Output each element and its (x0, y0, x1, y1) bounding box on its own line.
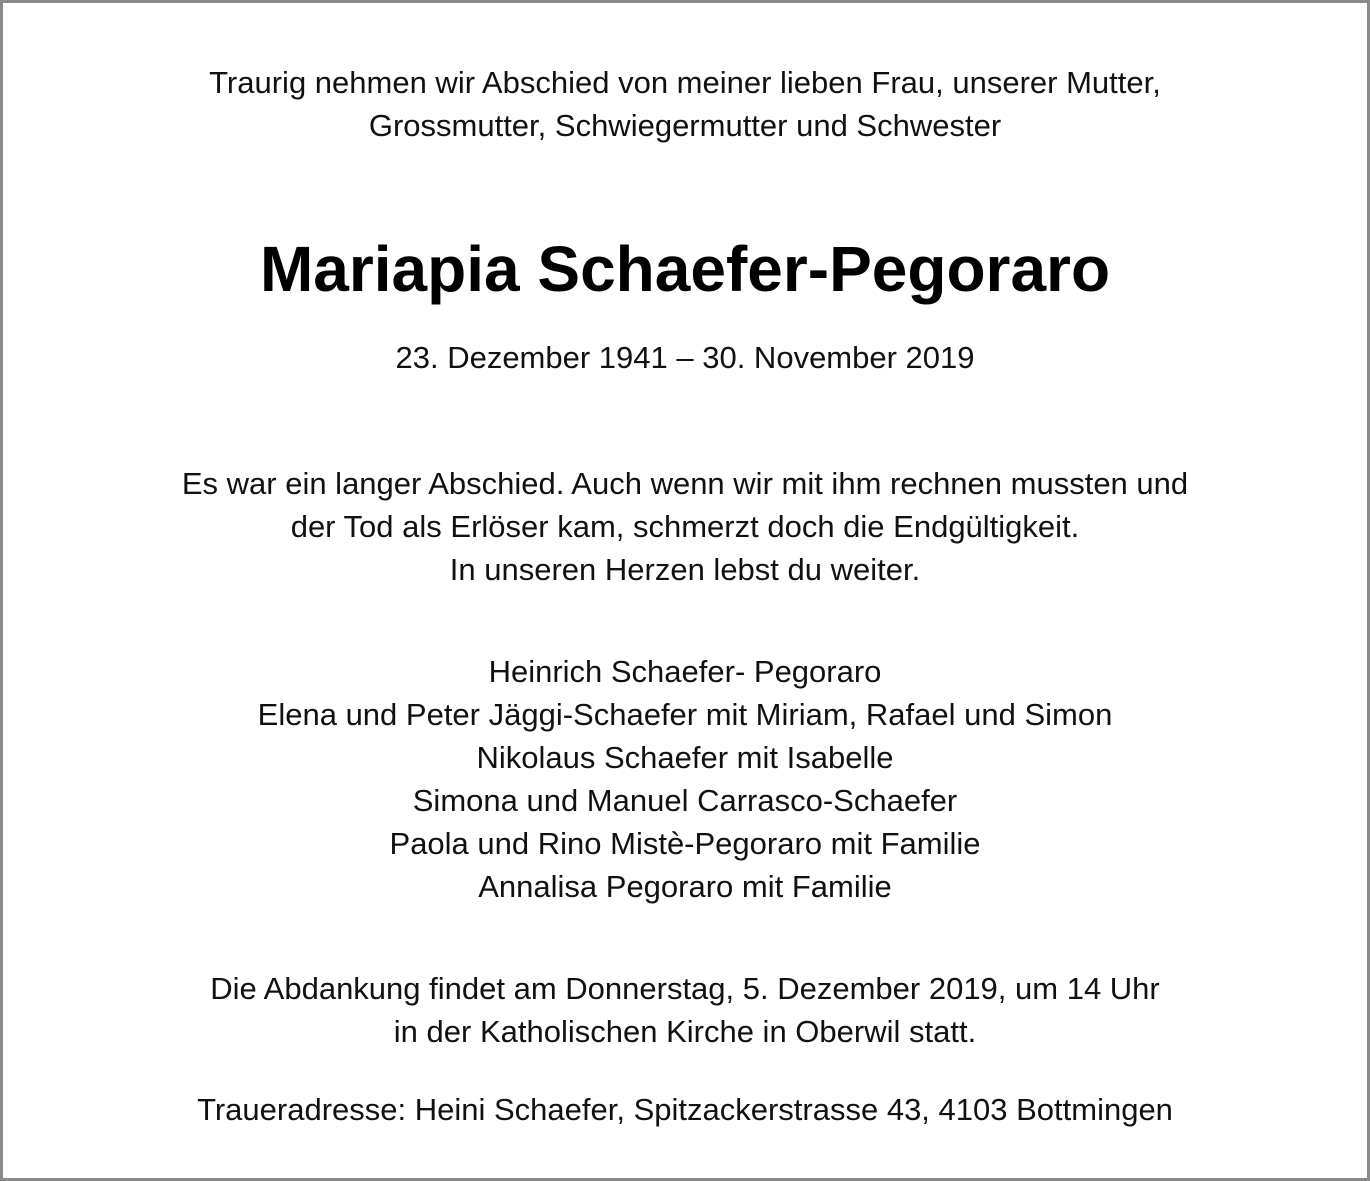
service-line-2: in der Katholischen Kirche in Oberwil statt. (393, 1014, 977, 1049)
mourner-line: Heinrich Schaefer- Pegoraro (488, 654, 882, 689)
mourner-line: Annalisa Pegoraro mit Familie (478, 869, 892, 904)
verse-line-2: der Tod als Erlöser kam, schmerzt doch die Endgültigkeit. (290, 509, 1080, 544)
life-dates: 23. Dezember 1941 – 30. November 2019 (395, 340, 975, 375)
mourner-line: Nikolaus Schaefer mit Isabelle (476, 740, 894, 775)
intro-line-2: Grossmutter, Schwiegermutter und Schwester (368, 108, 1002, 143)
mourning-address: Traueradresse: Heini Schaefer, Spitzackerstrasse 43, 4103 Bottmingen (197, 1092, 1173, 1127)
deceased-name: Mariapia Schaefer-Pegoraro (259, 233, 1111, 305)
mourner-line: Paola und Rino Mistè-Pegoraro mit Familie (389, 826, 981, 861)
intro-line-1: Traurig nehmen wir Abschied von meiner lieben Frau, unserer Mutter, (209, 65, 1161, 100)
verse-line-1: Es war ein langer Abschied. Auch wenn wir mit ihm rechnen mussten und (181, 466, 1189, 501)
mourner-line: Elena und Peter Jäggi-Schaefer mit Miriam, Rafael und Simon (257, 697, 1113, 732)
mourner-line: Simona und Manuel Carrasco-Schaefer (412, 783, 958, 818)
verse-line-3: In unseren Herzen lebst du weiter. (449, 552, 921, 587)
service-line-1: Die Abdankung findet am Donnerstag, 5. Dezember 2019, um 14 Uhr (210, 971, 1160, 1006)
